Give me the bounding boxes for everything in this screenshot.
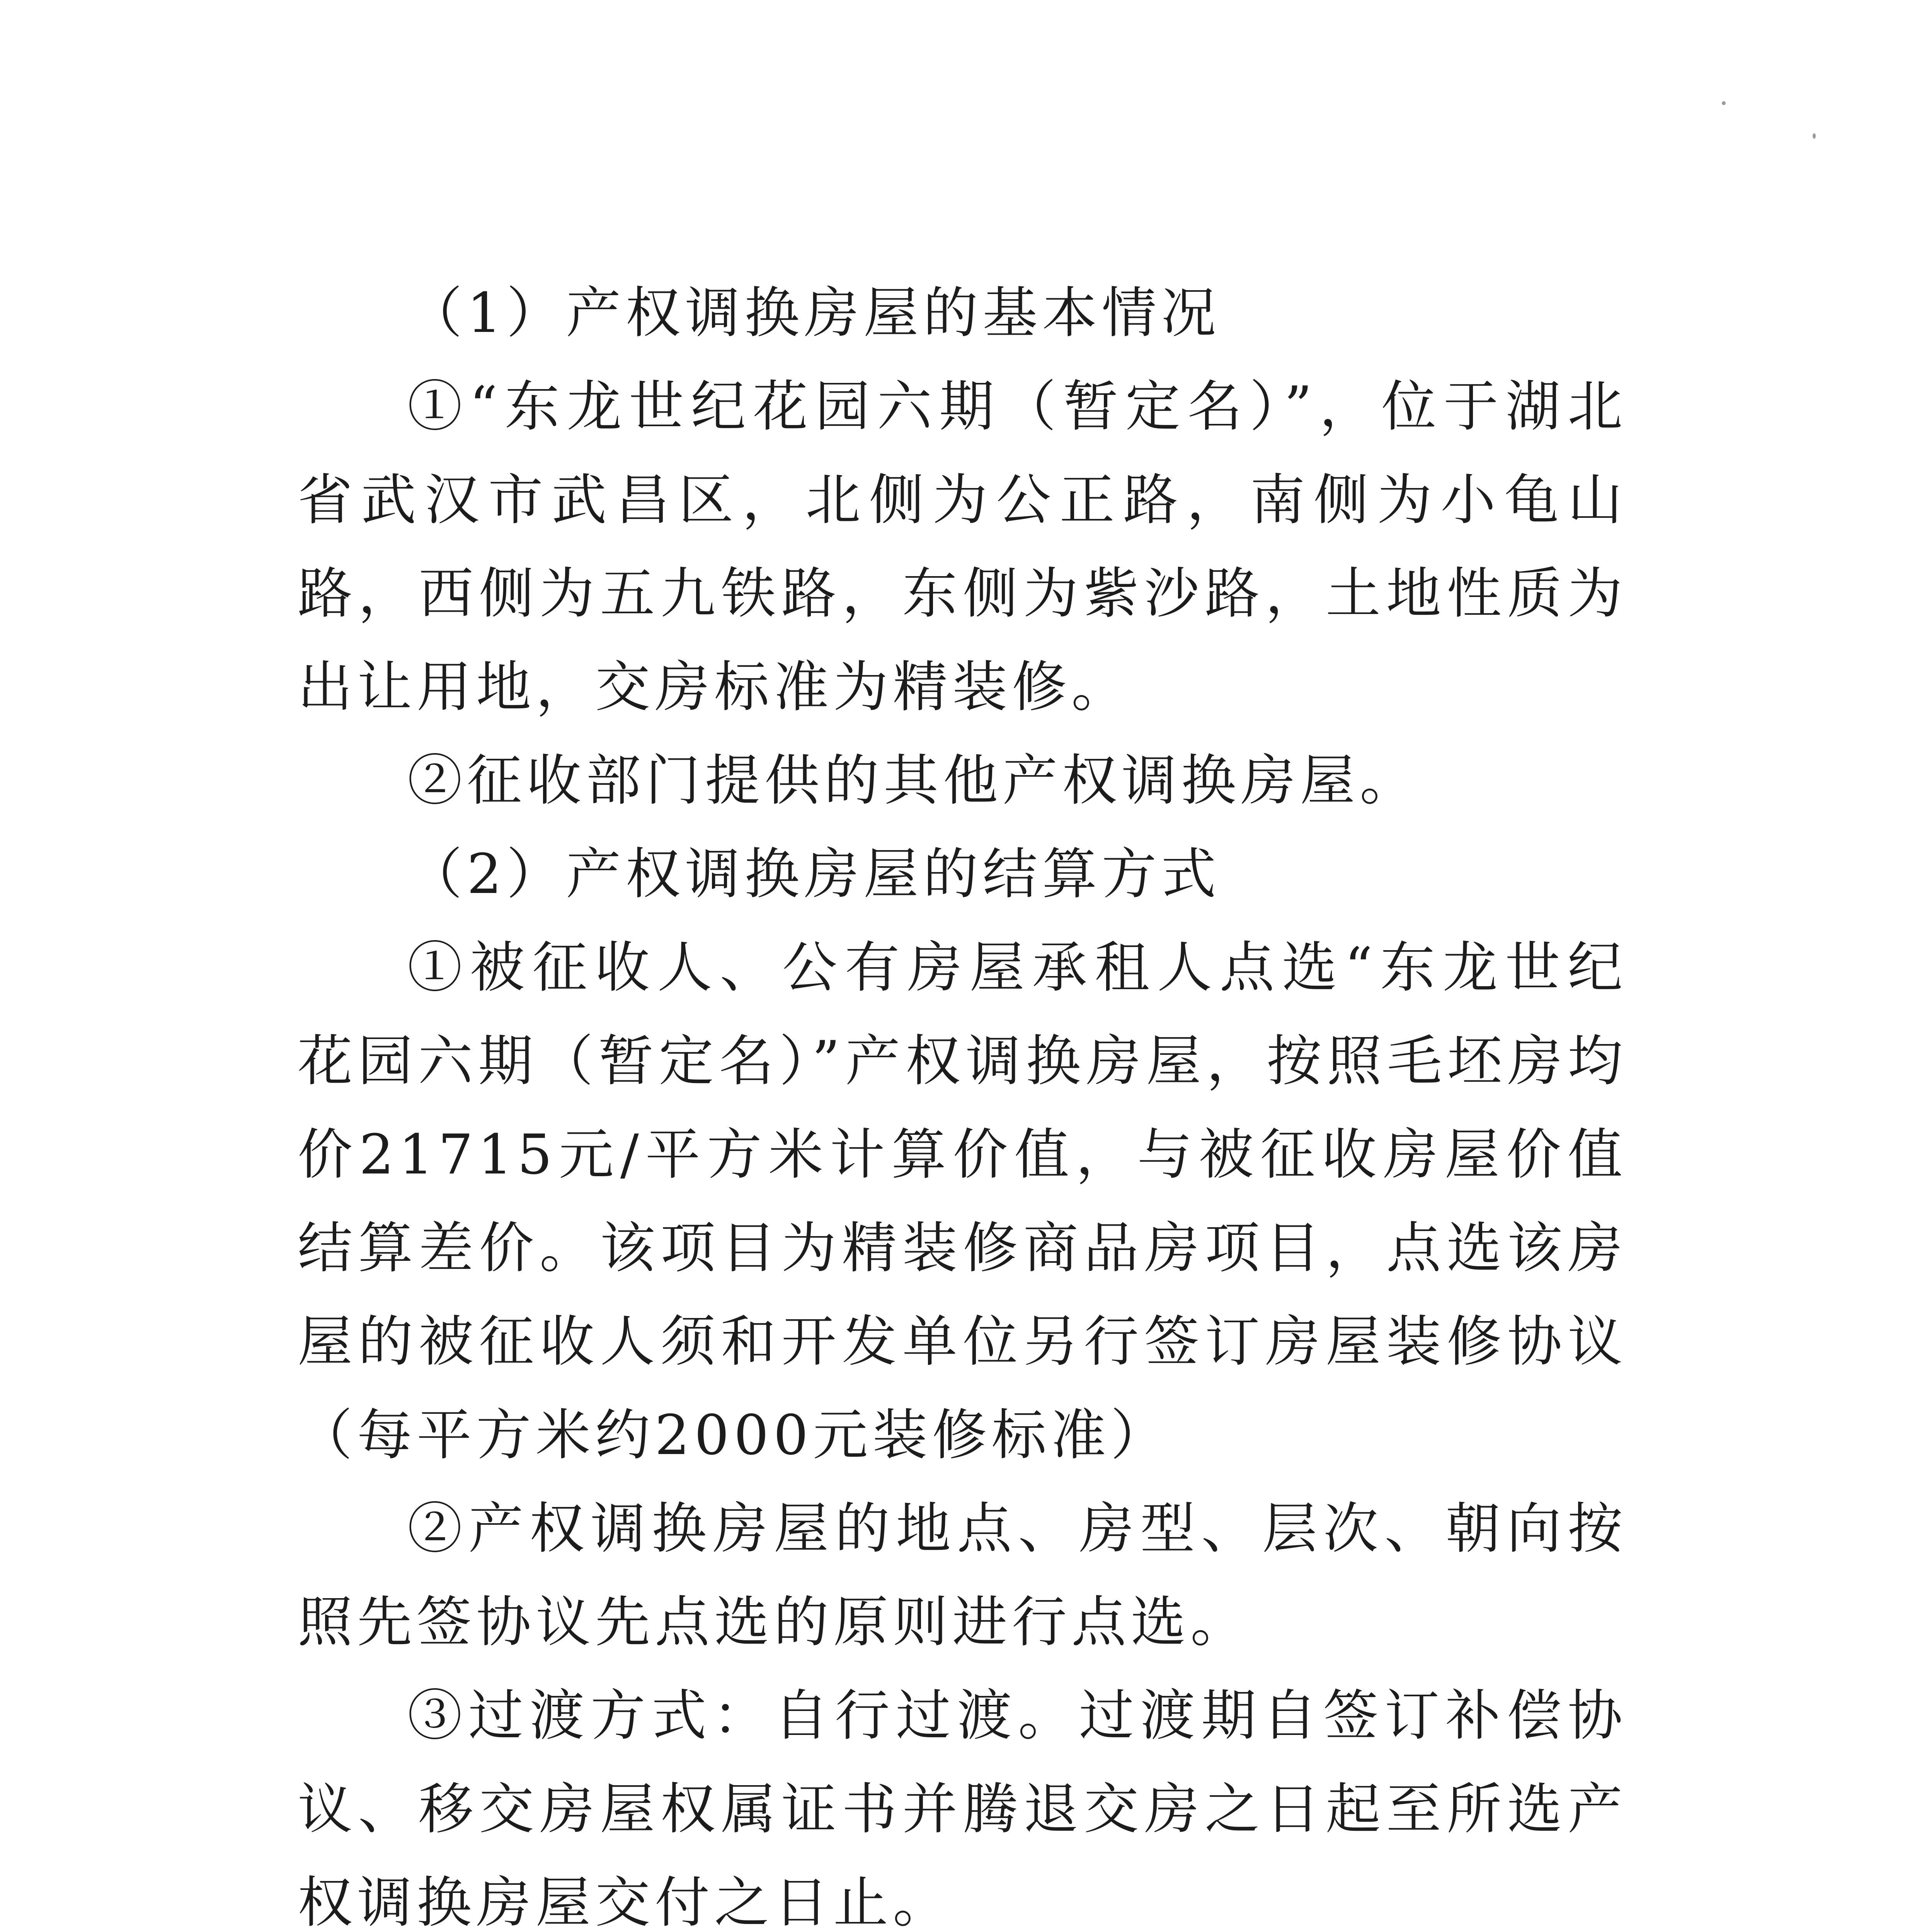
scan-speck [1813,133,1816,139]
paragraph-dongfeng-project: ①“东龙世纪花园六期（暂定名）”，位于湖北省武汉市武昌区，北侧为公正路，南侧为小龟山路，西侧为五九铁路，东侧为紫沙路，土地性质为出让用地，交房标准为精装修。 [298,375,1627,719]
subheading-resettlement-basics: （1）产权调换房屋的基本情况 [407,281,1221,345]
subheading-settlement-method: （2）产权调换房屋的结算方式 [407,842,1221,906]
document-body [298,267,1627,1932]
paragraph-transition-method: ③过渡方式：自行过渡。过渡期自签订补偿协议、移交房屋权属证书并腾退交房之日起至所选产权调换房屋交付之日止。 [298,1684,1627,1932]
paragraph-other-housing: ②征收部门提供的其他产权调换房屋。 [407,749,1419,813]
paragraph-price-settlement: ①被征收人、公有房屋承租人点选“东龙世纪花园六期（暂定名）”产权调换房屋，按照毛坯房均价21715元/平方米计算价值，与被征收房屋价值结算差价。该项目为精装修商品房项目，点选该房屋的被征收人须和开发单位另行签订房屋装修协议（每平方米约2000元装修标准） [298,936,1628,1467]
scan-speck [1722,101,1726,105]
paragraph-selection-principle: ②产权调换房屋的地点、房型、层次、朝向按照先签协议先点选的原则进行点选。 [298,1497,1627,1654]
